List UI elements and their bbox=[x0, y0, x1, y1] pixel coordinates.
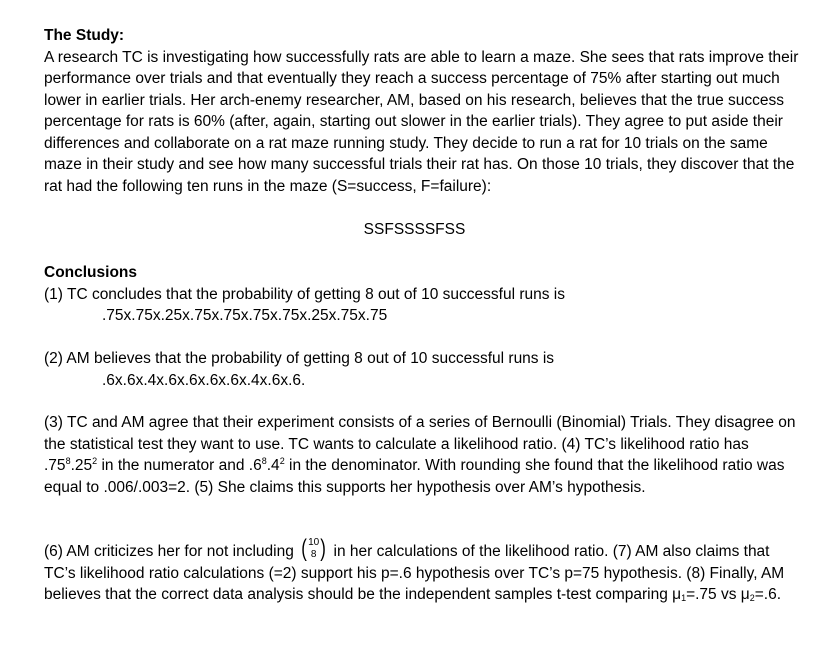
conclusion-2-text: (2) AM believes that the probability of getting 8 out of 10 successful runs is bbox=[44, 350, 555, 367]
c3-exp4: 2 bbox=[279, 456, 285, 466]
conclusion-1-text: (1) TC concludes that the probability of getting 8 out of 10 successful runs is bbox=[44, 285, 565, 303]
c6-part3: =.75 vs μ bbox=[686, 586, 750, 603]
c3-part1: (3) TC and AM agree that their experiment consists of a series of Bernoulli (Binomial) Trials. They disagree on the statistical test they want to use. TC wants to calculate a likelihood ratio. (4) TC’s likelihood ratio has .75 bbox=[44, 414, 796, 474]
conclusions-heading: Conclusions bbox=[44, 264, 138, 281]
c3-exp3: 8 bbox=[261, 456, 267, 466]
c3-part3: in the numerator and .6 bbox=[97, 457, 262, 474]
conclusions-section bbox=[44, 262, 804, 327]
conclusion-3-5-paragraph bbox=[44, 412, 804, 498]
c6-part2: in her calculations of the likelihood ratio. (7) AM also claims that TC’s likelihood ratio calculations (=2) support his p=.6 hypothesis over TC’s p=75 hypothesis. (8) Finally, AM believes that the correct data analysis should be the independent samples t-test comparing μ bbox=[44, 543, 785, 603]
c3-part4: .4 bbox=[266, 457, 280, 474]
binom-top: 10 bbox=[308, 536, 320, 548]
conclusion-2 bbox=[44, 348, 804, 391]
conclusion-3-5 bbox=[44, 412, 804, 498]
mu2-subscript: 2 bbox=[749, 593, 755, 603]
c3-part5: in the denominator. With rounding she found that the likelihood ratio was equal to .006/.003=2. (5) She claims this supports her hypothesis over AM’s hypothesis. bbox=[44, 457, 785, 496]
run-sequence: SSFSSSSFSS bbox=[363, 221, 466, 238]
study-section bbox=[44, 25, 804, 197]
c3-part2: .25 bbox=[70, 457, 93, 474]
binom-bottom: 8 bbox=[310, 548, 317, 560]
c3-exp2: 2 bbox=[92, 456, 98, 466]
conclusion-1-formula: .75x.75x.25x.75x.75x.75x.75x.25x.75x.75 bbox=[102, 307, 388, 324]
c6-part1: (6) AM criticizes her for not including bbox=[44, 543, 299, 560]
conclusion-6-8 bbox=[44, 534, 804, 606]
binomial-coefficient: ( 10 8 ) bbox=[301, 534, 327, 562]
c3-exp1: 8 bbox=[65, 456, 71, 466]
mu1-subscript: 1 bbox=[681, 593, 687, 603]
conclusion-2-formula: .6x.6x.4x.6x.6x.6x.6x.4x.6x.6. bbox=[102, 371, 306, 389]
conclusion-6-8-paragraph bbox=[44, 534, 804, 606]
study-paragraph: A research TC is investigating how successfully rats are able to learn a maze. She sees that rats improve their performance over trials and that eventually they reach a success percentage of 75% after starting out much lower in earlier trials. Her arch-enemy researcher, AM, based on his research, believes that the true success percentage for rats is 60% (after, again, starting out slower in the earlier trials). They agree to put aside their differences and collaborate on a rat maze running study. They decide to run a rat for 10 trials on the same maze in their study and see how many successful trials their rat has. On those 10 trials, they discover that the rat had the following ten runs in the maze (S=success, F=failure): bbox=[44, 48, 799, 195]
c6-part4: =.6. bbox=[754, 586, 782, 603]
study-heading: The Study: bbox=[44, 27, 125, 44]
